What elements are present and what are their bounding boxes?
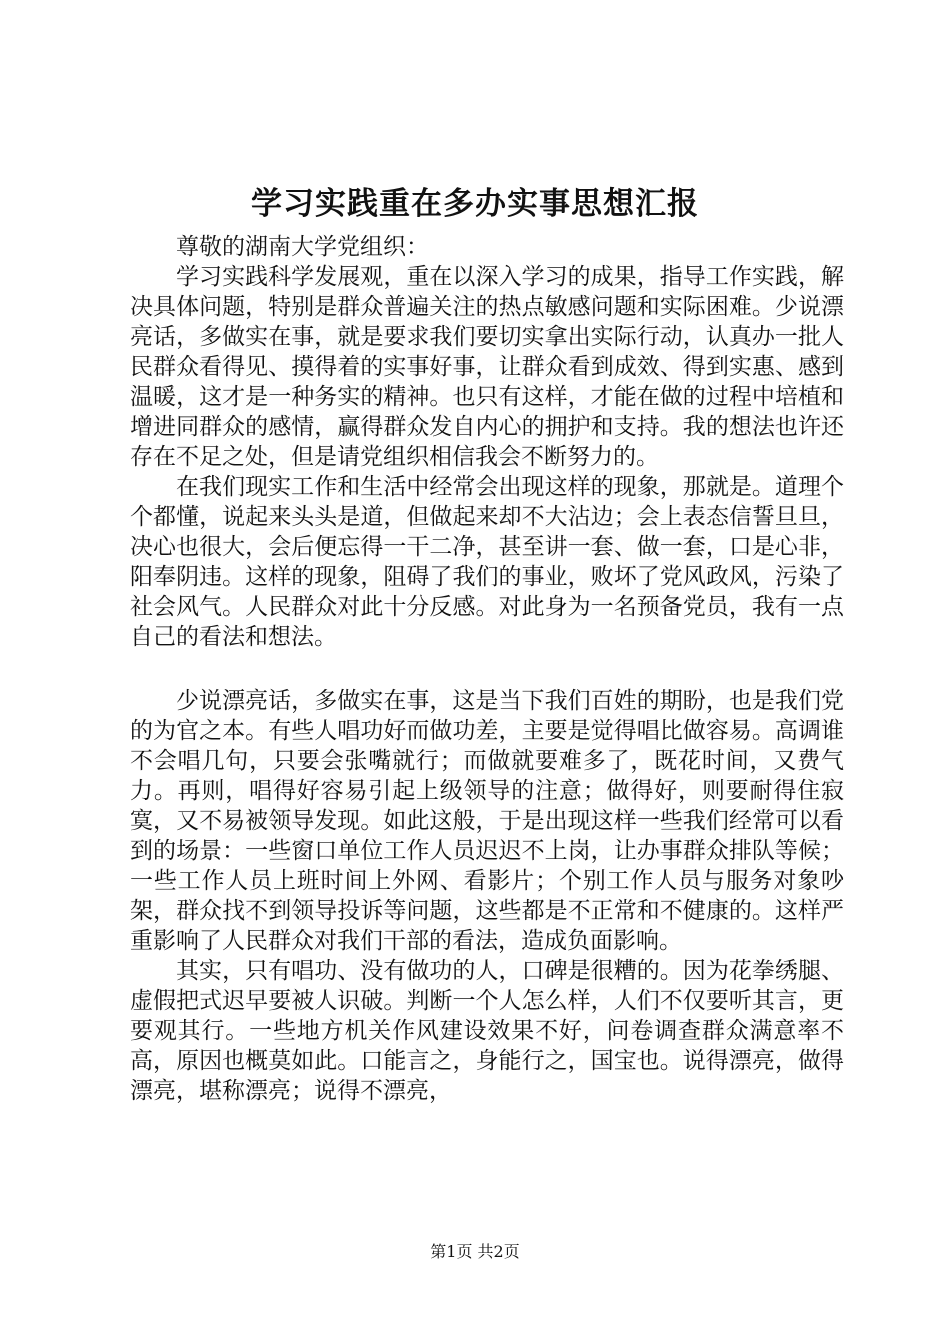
- paragraph-spacer: [130, 652, 844, 686]
- document-title: 学习实践重在多办实事思想汇报: [251, 186, 699, 222]
- paragraph-1: 学习实践科学发展观，重在以深入学习的成果，指导工作实践，解决具体问题，特别是群众普遍关注的热点敏感问题和实际困难。少说漂亮话，多做实在事，就是要求我们要切实拿出实际行动，认真办一批人民群众看得见、摸得着的实事好事，让群众看到成效、得到实惠、感到温暖，这才是一种务实的精神。也只有这样，才能在做的过程中培植和增进同群众的感情，赢得群众发自内心的拥护和支持。我的想法也许还存在不足之处，但是请党组织相信我会不断努力的。: [130, 264, 844, 470]
- salutation: 尊敬的湖南大学党组织：: [176, 234, 429, 260]
- page-number-footer: 第1页 共2页: [430, 1242, 520, 1261]
- paragraph-3: 少说漂亮话，多做实在事，这是当下我们百姓的期盼，也是我们党的为官之本。有些人唱功好而做功差，主要是觉得唱比做容易。高调谁不会唱几句，只要会张嘴就行；而做就要难多了，既花时间，又费气力。再则，唱得好容易引起上级领导的注意；做得好，则要耐得住寂寞，又不易被领导发现。如此这般，于是出现这样一些我们经常可以看到的场景：一些窗口单位工作人员迟迟不上岗，让办事群众排队等候；一些工作人员上班时间上外网、看影片；个别工作人员与服务对象吵架，群众找不到领导投诉等问题，这些都是不正常和不健康的。这样严重影响了人民群众对我们干部的看法，造成负面影响。: [130, 688, 844, 954]
- paragraph-4: 其实，只有唱功、没有做功的人，口碑是很糟的。因为花拳绣腿、虚假把式迟早要被人识破。判断一个人怎么样，人们不仅要听其言，更要观其行。一些地方机关作风建设效果不好，问卷调查群众满意率不高，原因也概莫如此。口能言之，身能行之，国宝也。说得漂亮，做得漂亮，堪称漂亮；说得不漂亮，: [130, 958, 844, 1104]
- document-body: [130, 232, 844, 1106]
- paragraph-2: 在我们现实工作和生活中经常会出现这样的现象，那就是。道理个个都懂，说起来头头是道，但做起来却不大沾边；会上表态信誓旦旦，决心也很大，会后便忘得一干二净，甚至讲一套、做一套，口是心非，阳奉阴违。这样的现象，阻碍了我们的事业，败坏了党风政风，污染了社会风气。人民群众对此十分反感。对此身为一名预备党员，我有一点自己的看法和想法。: [130, 474, 844, 650]
